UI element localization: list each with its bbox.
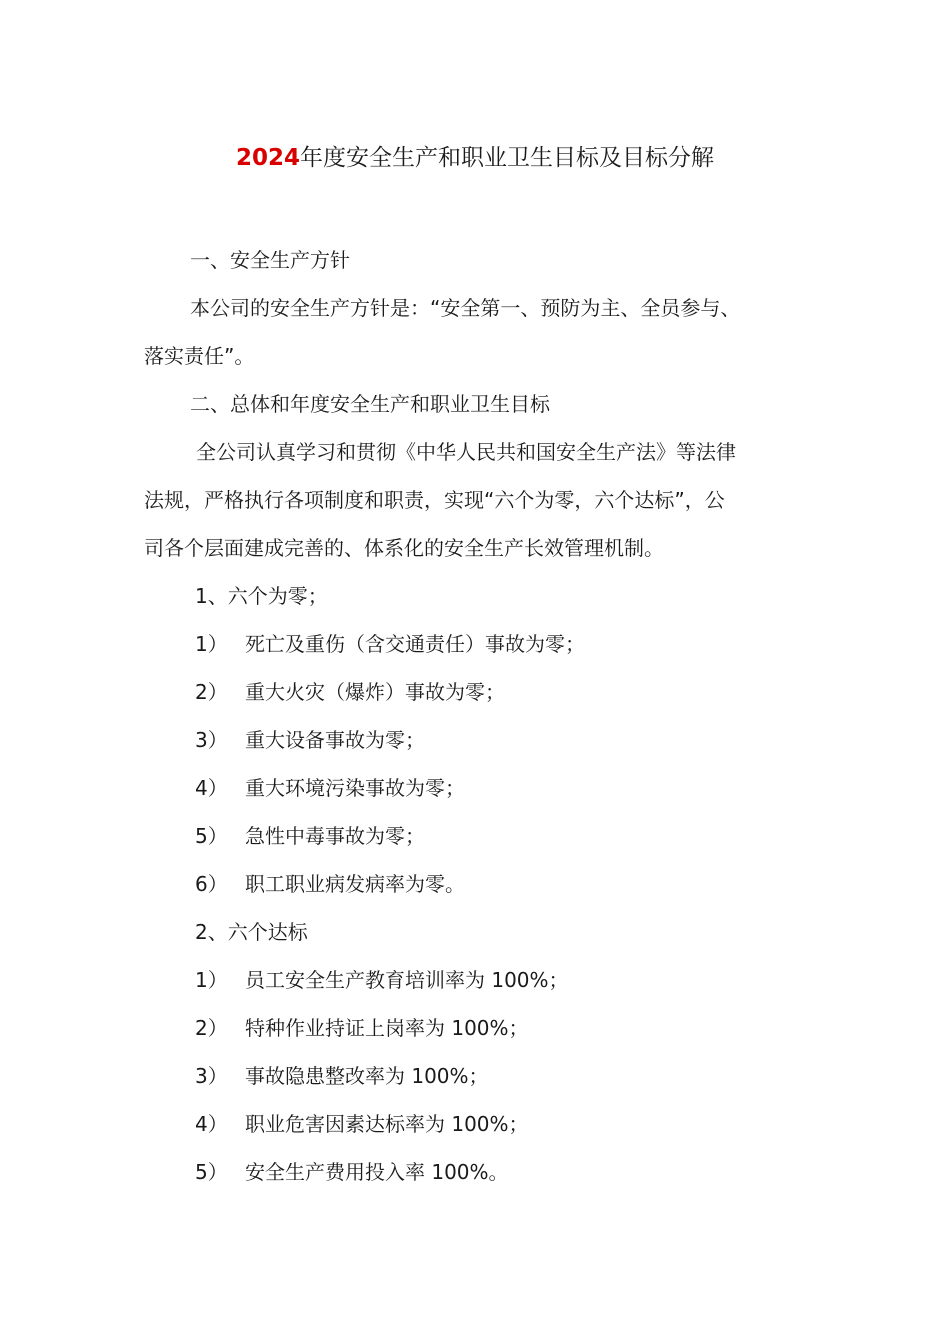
list-item: [195, 1109, 529, 1139]
list-item-text: 特种作业持证上岗率为 100%；: [245, 1016, 529, 1040]
section1-paragraph-line1: 本公司的安全生产方针是：“安全第一、预防为主、全员参与、: [190, 296, 741, 320]
list-item: [195, 1013, 529, 1043]
list-item: [195, 1061, 489, 1091]
list-item-number: 4）: [195, 776, 228, 800]
section1-paragraph-line2: 落实责任”。: [144, 344, 255, 368]
list-item-text: 急性中毒事故为零；: [245, 824, 425, 848]
section2-paragraph-line2: 法规，严格执行各项制度和职责，实现“六个为零，六个达标”，公: [144, 488, 725, 512]
list-item-number: 2）: [195, 1016, 228, 1040]
list-item-number: 4）: [195, 1112, 228, 1136]
list-item-text: 职工职业病发病率为零。: [245, 872, 465, 896]
list-item-number: 1）: [195, 632, 228, 656]
list-item: [195, 677, 505, 707]
list-item-number: 1）: [195, 968, 228, 992]
list-item-text: 重大火灾（爆炸）事故为零；: [245, 680, 505, 704]
six-standard-heading: 2、六个达标: [195, 920, 308, 944]
list-item-text: 安全生产费用投入率 100%。: [245, 1160, 509, 1184]
section2-heading: 二、总体和年度安全生产和职业卫生目标: [190, 392, 550, 416]
list-item-text: 重大环境污染事故为零；: [245, 776, 465, 800]
list-item-number: 3）: [195, 1064, 228, 1088]
list-item: [195, 725, 425, 755]
list-item-number: 5）: [195, 1160, 228, 1184]
list-item: [195, 629, 585, 659]
list-item-number: 5）: [195, 824, 228, 848]
list-item-number: 2）: [195, 680, 228, 704]
list-item: [195, 821, 425, 851]
list-item-text: 员工安全生产教育培训率为 100%；: [245, 968, 569, 992]
title-year: 2024: [235, 145, 300, 171]
list-item: [195, 773, 465, 803]
title-text: 年度安全生产和职业卫生目标及目标分解: [300, 145, 714, 171]
list-item: [195, 1157, 509, 1187]
list-item-text: 事故隐患整改率为 100%；: [245, 1064, 489, 1088]
list-item-number: 6）: [195, 872, 228, 896]
section2-paragraph-line3: 司各个层面建成完善的、体系化的安全生产长效管理机制。: [144, 536, 664, 560]
section2-paragraph-line1: 全公司认真学习和贯彻《中华人民共和国安全生产法》等法律: [196, 440, 736, 464]
document-title: [0, 140, 950, 176]
list-item-text: 重大设备事故为零；: [245, 728, 425, 752]
list-item: [195, 869, 465, 899]
list-item-text: 死亡及重伤（含交通责任）事故为零；: [245, 632, 585, 656]
six-zero-heading: 1、六个为零；: [195, 584, 328, 608]
list-item: [195, 965, 569, 995]
list-item-number: 3）: [195, 728, 228, 752]
section1-heading: 一、安全生产方针: [190, 248, 350, 272]
list-item-text: 职业危害因素达标率为 100%；: [245, 1112, 529, 1136]
